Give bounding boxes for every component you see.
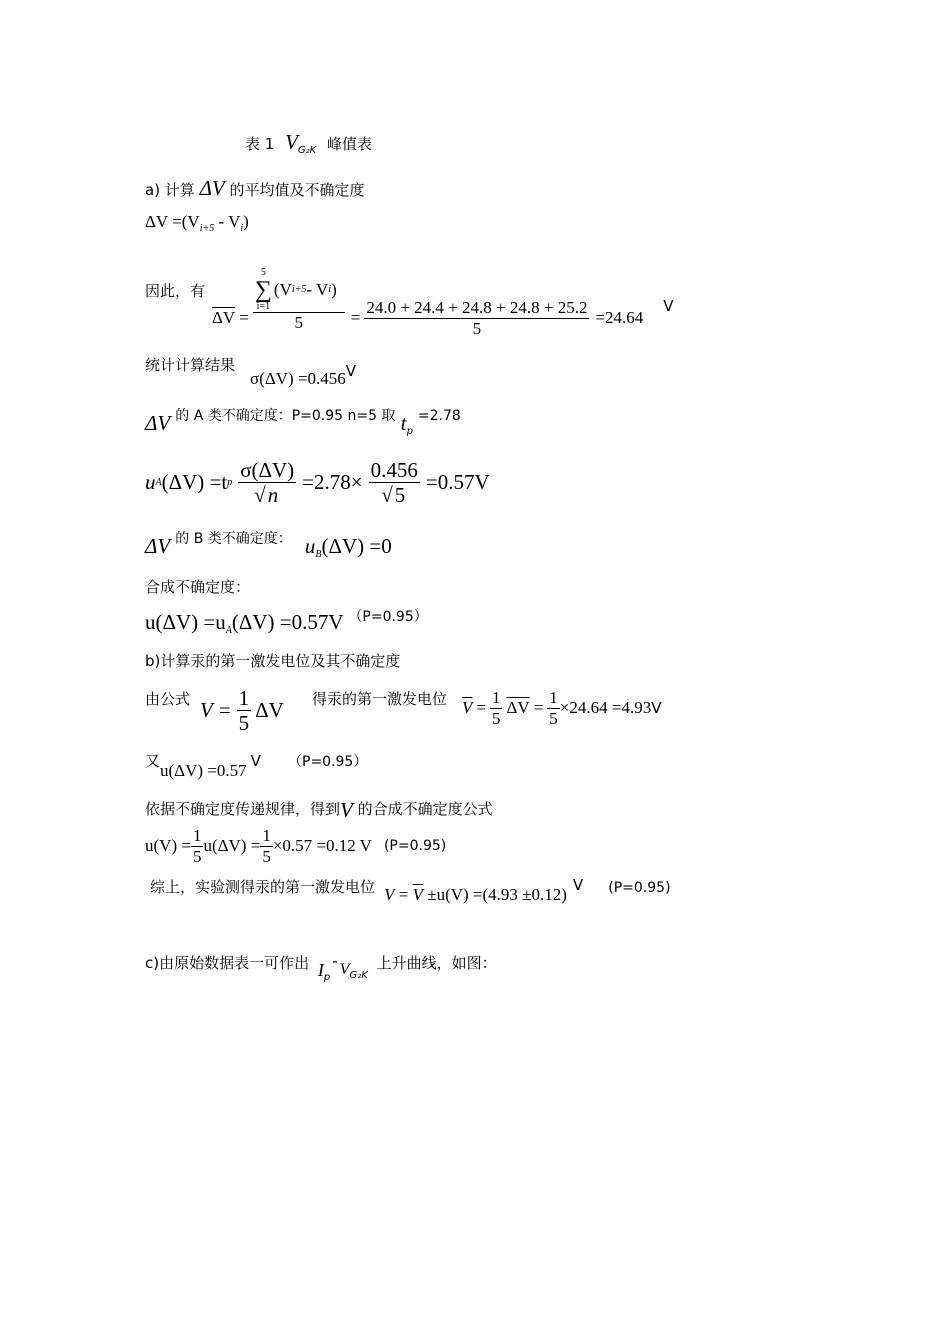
combined-formula bbox=[145, 606, 428, 636]
formula-2 bbox=[462, 688, 662, 728]
ub-rest: (ΔV) =0 bbox=[321, 534, 392, 558]
sum-expr: (V bbox=[273, 279, 292, 299]
ua-lhs: u bbox=[145, 470, 156, 495]
combined-a: u(ΔV) =u bbox=[145, 610, 226, 634]
also-label: 又 bbox=[145, 752, 161, 770]
def-mid: - V bbox=[214, 212, 241, 231]
ub-formula bbox=[305, 534, 392, 558]
f2-frac2 bbox=[547, 688, 560, 728]
f2-mid: $\overline{\Delta V}$ bbox=[506, 698, 530, 718]
ua-fraction1 bbox=[238, 458, 296, 507]
sigma-icon: ∑ bbox=[254, 276, 272, 303]
mean-fraction2 bbox=[364, 298, 589, 338]
ua-den-value: n bbox=[267, 483, 279, 508]
uv-frac bbox=[191, 826, 204, 866]
section-b-heading: b)计算汞的第一激发电位及其不确定度 bbox=[145, 652, 401, 670]
table-caption-suffix: 峰值表 bbox=[327, 135, 373, 153]
delta-v-definition bbox=[145, 212, 249, 234]
delta-v-symbol: ΔV bbox=[199, 176, 225, 200]
f1-eq: = bbox=[218, 698, 231, 723]
combined-p: （P=0.95） bbox=[348, 609, 428, 625]
ua-sub: A bbox=[155, 477, 162, 489]
get-text: 得汞的第一激发电位 bbox=[312, 690, 448, 708]
stat-formula bbox=[250, 362, 356, 389]
section-c-line bbox=[145, 952, 497, 983]
mean-lhs: $\overline{\Delta V}$ bbox=[212, 308, 236, 328]
section-a-heading bbox=[145, 176, 365, 201]
f1-num: 1 bbox=[238, 686, 250, 710]
f2-den2: 5 bbox=[549, 708, 558, 728]
f1-lhs: V bbox=[200, 698, 213, 723]
summary-p: (P=0.95) bbox=[608, 880, 671, 896]
sum-expr-sub2: i bbox=[328, 284, 332, 296]
propagation-sym: V bbox=[340, 798, 353, 822]
mean-eq: = bbox=[239, 308, 249, 328]
tp-value: =2.78 bbox=[417, 408, 461, 424]
stat-unit: V bbox=[345, 362, 357, 380]
type-a-symbol: ΔV bbox=[145, 411, 171, 435]
uv-rest: ×0.57 =0.12 V bbox=[272, 836, 372, 856]
f2-unit: V bbox=[651, 699, 662, 718]
c-sym-v: V bbox=[339, 961, 350, 978]
summary-vbar: $\overline{V}$ bbox=[412, 885, 423, 904]
mean-eq2: = bbox=[350, 308, 361, 328]
combined-sub: A bbox=[225, 625, 232, 636]
ua-num: σ(ΔV) bbox=[240, 458, 295, 482]
c-sym-i: I bbox=[317, 960, 324, 980]
also-unit: V bbox=[250, 752, 261, 770]
mean-den1: 5 bbox=[294, 312, 304, 332]
ua-mid: (ΔV) =t bbox=[161, 470, 228, 495]
f2-frac bbox=[490, 688, 503, 728]
section-c-pre: c)由原始数据表一可作出 bbox=[145, 954, 310, 972]
table-caption-symbol: V bbox=[285, 130, 298, 154]
f1-rhs: ΔV bbox=[255, 698, 284, 723]
ub-lhs: u bbox=[304, 534, 316, 558]
sum-expr-sub: i+5 bbox=[291, 284, 307, 296]
uv-mid: u(ΔV) = bbox=[203, 836, 261, 856]
ua-num2: 0.456 bbox=[370, 458, 418, 482]
uv-frac2 bbox=[260, 826, 273, 866]
def-sub2: i bbox=[240, 223, 244, 234]
propagation-line bbox=[145, 798, 493, 823]
ub-sub: B bbox=[315, 549, 322, 560]
tp-sub: p bbox=[406, 426, 413, 437]
summary-formula-b: ±u(V) =(4.93 ±0.12) bbox=[422, 885, 567, 904]
combined-label: 合成不确定度： bbox=[145, 578, 251, 596]
ua-den2 bbox=[379, 483, 409, 507]
ua-den bbox=[252, 483, 282, 507]
section-a-heading-post: 的平均值及不确定度 bbox=[229, 181, 365, 199]
uv-den: 5 bbox=[192, 846, 202, 866]
summary-line bbox=[150, 876, 671, 905]
f2-num: 1 bbox=[491, 688, 501, 707]
therefore-label: 因此，有 bbox=[145, 282, 206, 300]
mean-num2: 24.0 + 24.4 + 24.8 + 24.8 + 25.2 bbox=[366, 298, 588, 317]
formula-1 bbox=[200, 686, 284, 735]
ua-result: =0.57V bbox=[425, 470, 490, 495]
type-b-text: 的 B 类不确定度： bbox=[175, 531, 292, 547]
uv-formula bbox=[145, 826, 446, 866]
mean-unit: V bbox=[663, 297, 674, 316]
c-sym-i-sub: p bbox=[323, 972, 331, 983]
sqrt-icon: √ bbox=[254, 483, 266, 508]
also-formula: u(ΔV) =0.57 bbox=[160, 761, 247, 780]
type-b-line bbox=[145, 528, 392, 560]
def-part1: ΔV =(V bbox=[145, 212, 200, 231]
uv-num2: 1 bbox=[262, 826, 271, 845]
section-c-post: 上升曲线，如图： bbox=[376, 954, 497, 972]
f2-rest: ×24.64 =4.93 bbox=[559, 698, 652, 718]
by-formula-label: 由公式 bbox=[145, 690, 191, 708]
stat-formula-text: σ(ΔV) =0.456 bbox=[250, 369, 346, 388]
type-b-symbol: ΔV bbox=[145, 534, 171, 558]
def-end: ) bbox=[243, 212, 249, 231]
summary-unit: V bbox=[572, 876, 584, 894]
ua-tp-sub: p bbox=[227, 477, 233, 489]
table-caption-subscript: G₂K bbox=[297, 145, 317, 156]
sum-top: 5 bbox=[260, 266, 266, 278]
tp-symbol: t bbox=[400, 411, 407, 435]
summary-v: V bbox=[384, 885, 395, 904]
f2-eq2: = bbox=[533, 698, 544, 718]
mean-formula bbox=[212, 262, 674, 338]
summary-pre: 综上，实验测得汞的第一激发电位 bbox=[150, 878, 376, 896]
sum-bottom: i=1 bbox=[256, 300, 271, 312]
f1-frac bbox=[237, 686, 252, 735]
f1-den: 5 bbox=[238, 711, 250, 736]
sum-sign bbox=[255, 268, 272, 312]
summary-formula: $V = \overline{V} \pm u(V) =(4.93 \pm 0.12)$ bbox=[384, 885, 567, 904]
uv-lhs: u(V) = bbox=[145, 836, 191, 856]
ua-mid2: =2.78× bbox=[302, 470, 363, 495]
combined-b: (ΔV) =0.57V bbox=[231, 610, 344, 634]
f2-num2: 1 bbox=[549, 688, 558, 707]
sum-expr-mid: - V bbox=[306, 279, 329, 299]
also-line bbox=[145, 750, 367, 781]
uv-p: (P=0.95) bbox=[383, 838, 447, 855]
propagation-post: 的合成不确定度公式 bbox=[357, 800, 493, 818]
f2-lhs: $\overline{V}$ bbox=[462, 698, 473, 718]
ua-den2-value: 5 bbox=[394, 483, 406, 508]
table-caption-prefix: 表 1 bbox=[245, 135, 275, 153]
uv-num: 1 bbox=[192, 826, 202, 845]
mean-numerator bbox=[253, 268, 345, 313]
type-a-line bbox=[145, 405, 461, 437]
also-p: （P=0.95） bbox=[288, 754, 368, 770]
ua-formula bbox=[145, 458, 490, 507]
sqrt-icon-2: √ bbox=[381, 483, 393, 508]
ua-fraction2 bbox=[369, 458, 420, 507]
propagation-pre: 依据不确定度传递规律，得到 bbox=[145, 800, 341, 818]
type-a-text: 的 A 类不确定度：P=0.95 n=5 取 bbox=[175, 408, 396, 424]
def-sub1: i+5 bbox=[199, 223, 215, 234]
mean-den2: 5 bbox=[472, 318, 482, 338]
mean-result: =24.64 bbox=[595, 308, 644, 328]
stat-label: 统计计算结果 bbox=[145, 356, 236, 374]
f2-den: 5 bbox=[491, 708, 501, 728]
sum-expr-end: ) bbox=[331, 279, 337, 299]
c-sym-v-sub: G₂K bbox=[349, 970, 368, 981]
uv-den2: 5 bbox=[262, 846, 271, 866]
c-dash: - bbox=[332, 952, 338, 970]
table-caption bbox=[245, 130, 372, 156]
section-a-heading-pre: a) 计算 bbox=[145, 181, 195, 199]
f2-eq: = bbox=[476, 698, 486, 718]
mean-fraction bbox=[253, 268, 345, 333]
